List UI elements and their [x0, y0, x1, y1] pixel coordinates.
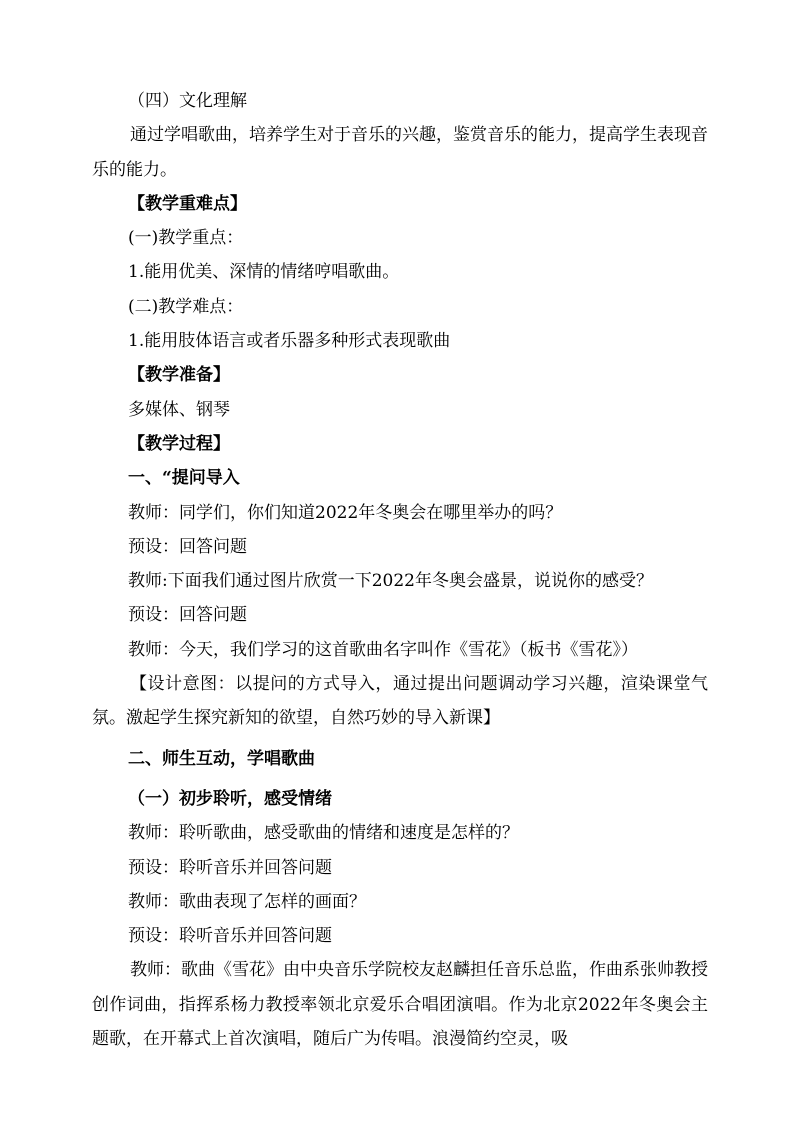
dialogue-line: 教师：同学们，你们知道2022年冬奥会在哪里举办的吗？ — [128, 502, 563, 523]
dialogue-line: 预设：回答问题 — [128, 536, 247, 557]
key-point-item: 1.能用优美、深情的情绪哼唱歌曲。 — [128, 262, 400, 283]
section-heading-culture: （四）文化理解 — [128, 91, 247, 111]
dialogue-line: 预设：回答问题 — [128, 605, 247, 626]
paragraph-culture-goal: 通过学唱歌曲，培养学生对于音乐的兴趣，鉴赏音乐的能力，提高学生表现音乐的能力。 — [92, 125, 708, 180]
difficult-point-item: 1.能用肢体语言或者乐器多种形式表现歌曲 — [128, 331, 451, 352]
dialogue-line: 教师：聆听歌曲，感受歌曲的情绪和速度是怎样的？ — [128, 823, 519, 844]
dialogue-line: 教师：歌曲表现了怎样的画面？ — [128, 891, 366, 912]
dialogue-line: 教师:下面我们通过图片欣赏一下2022年冬奥会盛景，说说你的感受？ — [128, 571, 653, 592]
section-heading-interaction: 二、师生互动，学唱歌曲 — [128, 748, 315, 769]
dialogue-line: 预设：聆听音乐并回答问题 — [128, 926, 332, 947]
heading-process: 【教学过程】 — [128, 433, 230, 454]
heading-preparation: 【教学准备】 — [128, 365, 230, 386]
dialogue-line: 教师：今天，我们学习的这首歌曲名字叫作《雪花》（板书《雪花》） — [128, 639, 638, 660]
section-heading-intro: 一、“提问导入 — [128, 468, 240, 489]
subheading-key-points: (一)教学重点： — [128, 228, 244, 249]
heading-key-difficult-points: 【教学重难点】 — [128, 193, 247, 214]
dialogue-line: 预设：聆听音乐并回答问题 — [128, 857, 332, 878]
paragraph-song-intro: 教师：歌曲《雪花》由中央音乐学院校友赵麟担任音乐总监，作曲系张帅教授创作词曲，指挥系杨力教授率领北京爱乐合唱团演唱。作为北京2022年冬奥会主题歌，在开幕式上首次演唱，随后广为传唱。浪漫简约空灵，吸 — [92, 960, 708, 1050]
subheading-difficult-points: (二)教学难点： — [128, 296, 244, 317]
paragraph-design-intent: 【设计意图：以提问的方式导入，通过提出问题调动学习兴趣，渲染课堂气氛。激起学生探究新知的欲望，自然巧妙的导入新课】 — [92, 674, 708, 729]
subheading-first-listen: （一）初步聆听，感受情绪 — [128, 788, 332, 809]
preparation-items: 多媒体、钢琴 — [128, 399, 230, 420]
